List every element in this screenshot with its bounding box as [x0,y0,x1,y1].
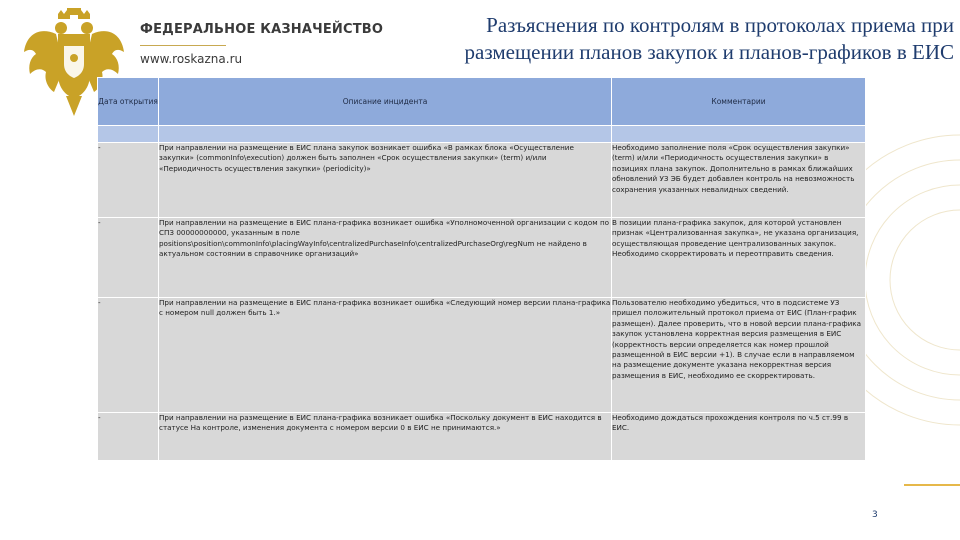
column-header-description: Описание инцидента [159,78,612,126]
table-band-row [98,126,866,143]
row-description: При направлении на размещение в ЕИС плана закупок возникает ошибка «В рамках блока «Осуществление закупки» (commonInfo\execution) должен быть заполнен «Срок осуществления закупки» (term) и/или «Периодичность осуществления закупки» (periodicity)» [159,143,612,218]
row-comment: Пользователю необходимо убедиться, что в подсистеме УЗ пришел положительный протокол приема от ЕИС (План-график размещен). Далее проверить, что в новой версии плана-графика закупок установлена корректная версия размещения в ЕИС (корректность версии определяется как номер прошлой размещенной в ЕИС версии +1). В случае если в направляемом на размещение документе указана некорректная версия размещения в ЕИС, необходимо ее скорректировать. [612,298,866,413]
accent-line [904,484,960,486]
column-header-comments: Комментарии [612,78,866,126]
band-cell [98,126,159,143]
band-cell [159,126,612,143]
row-description: При направлении на размещение в ЕИС плана-графика возникает ошибка «Уполномоченной организации с кодом по СПЗ 00000000000, указанным в поле positions\position\commonInfo\placingWayInfo\centralizedPurchaseInfo\centralizedPurchaseOrg\regNum не найдено в актуальном состоянии в справочнике организаций» [159,218,612,298]
row-comment: Необходимо дождаться прохождения контроля по ч.5 ст.99 в ЕИС. [612,413,866,461]
table-row [98,143,866,218]
row-date: - [98,413,159,461]
table-row [98,413,866,461]
slide-title-line-1: Разъяснения по контролям в протоколах приема при [486,13,954,37]
slide-title [330,12,954,66]
table-header-row [98,78,866,126]
row-date: - [98,218,159,298]
incidents-table [97,77,866,461]
row-date: - [98,143,159,218]
org-website: www.roskazna.ru [140,52,243,66]
org-name: ФЕДЕРАЛЬНОЕ КАЗНАЧЕЙСТВО [140,22,384,37]
org-divider [140,45,226,46]
table-row [98,298,866,413]
page-number: 3 [872,510,878,520]
column-header-date: Дата открытия [98,78,159,126]
band-cell [612,126,866,143]
slide-title-line-2: размещении планов закупок и планов-графиков в ЕИС [464,40,954,64]
row-description: При направлении на размещение в ЕИС плана-графика возникает ошибка «Поскольку документ в ЕИС находится в статусе На контроле, изменения документа с номером версии 0 в ЕИС не принимаются.» [159,413,612,461]
table-row [98,218,866,298]
row-comment: В позиции плана-графика закупок, для которой установлен признак «Централизованная закупка», не указана организация, осуществляющая проведение централизованных закупок. Необходимо скорректировать и переотправить сведения. [612,218,866,298]
row-comment: Необходимо заполнение поля «Срок осуществления закупки» (term) и/или «Периодичность осуществления закупки» в позициях плана закупок. Дополнительно в рамках ближайших обновлений УЗ ЭБ будет добавлен контроль на невозможность сохранения указанных невалидных сведений. [612,143,866,218]
row-description: При направлении на размещение в ЕИС плана-графика возникает ошибка «Следующий номер версии плана-графика с номером null должен быть 1.» [159,298,612,413]
row-date: - [98,298,159,413]
